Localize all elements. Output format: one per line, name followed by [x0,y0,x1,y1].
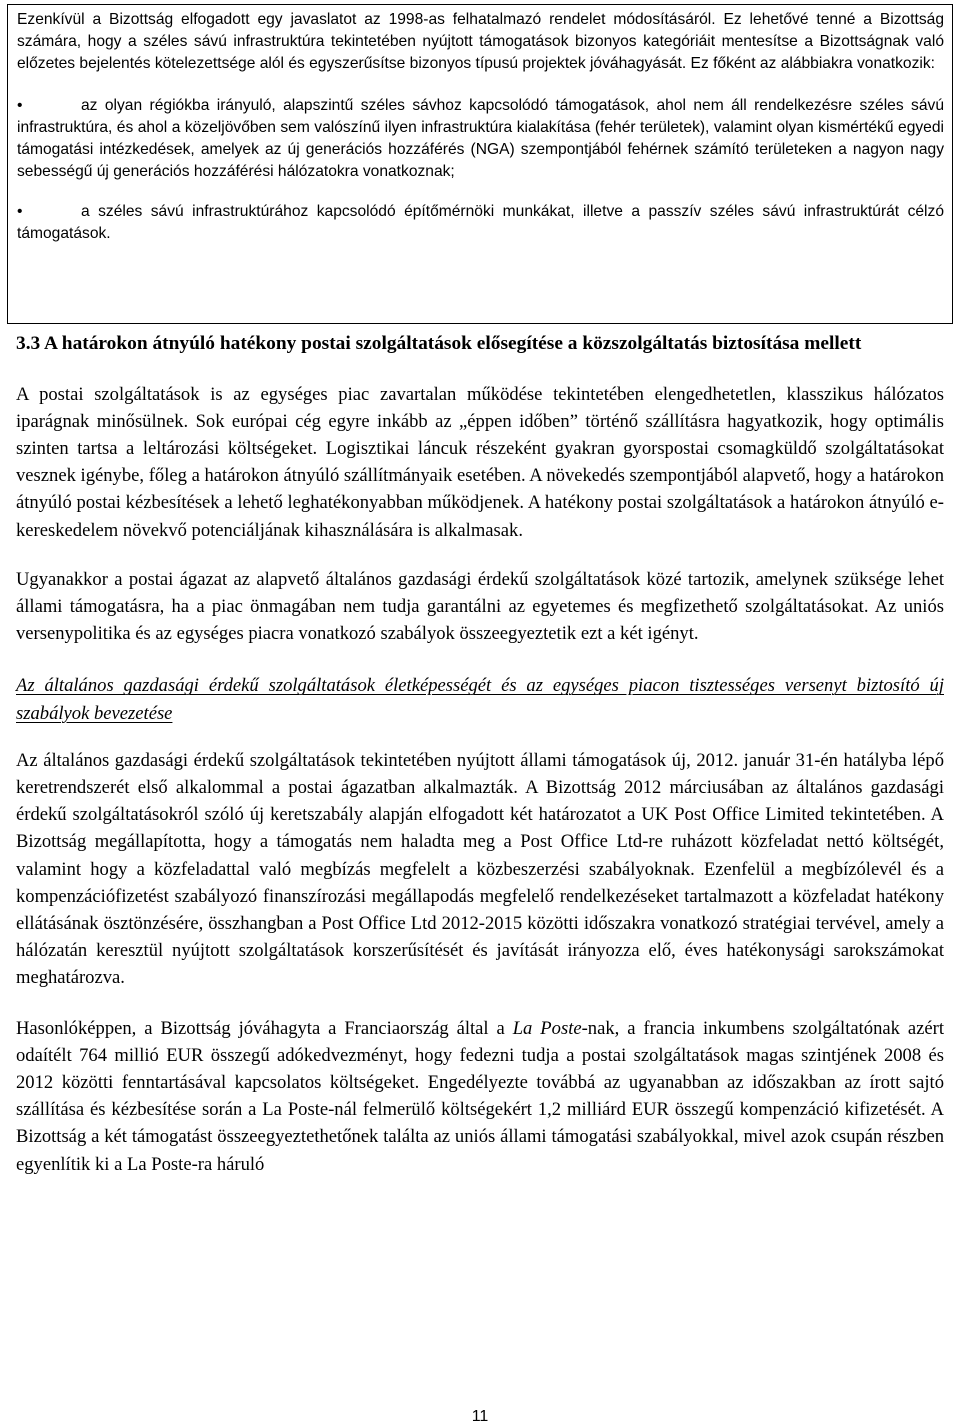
box-intro-tail: Ez főként az alábbiakra vonatkozik: [690,55,935,72]
body-paragraph: Az általános gazdasági érdekű szolgáltatások tekintetében nyújtott állami támogatások új, 2012. január 31-én hatályba lépő keretrendszerét első alkalommal a postai ágazatban alkalmazták. A Bizottság 2012 márciusában az általános gazdasági érdekű szolgáltatásokról szóló új keretszabály alapján elfogadott két határozatot a UK Post Office Limited tekintetében. A Bizottság megállapította, hogy a támogatás nem haladta meg a Post Office Ltd-re ruházott közfeladat nettó költségét, valamint hogy a közfeladattal való megbízás megfelelt a közbeszerzési szabályoknak. Ezenfelül a megbízólevél és a kompenzációfizetést szabályozó finanszírozási megállapodás megfelelő rendelkezéseket tartalmazott a közfeladat hatékony ellátásának ösztönzésére, összhangban a Post Office Ltd 2012-2015 közötti időszakra vonatkozó stratégiai tervével, amely a hálózatán keresztül nyújtott szolgáltatások korszerűsítését és javítását irányozza elő, éves hatékonysági sarokszámokat meghatározva. [16,749,944,989]
box-intro-paragraph [17,9,944,75]
para-text: Hasonlóképpen, a Bizottság jóváhagyta a Franciaország által a [16,1017,513,1039]
bullet-dot: • [17,97,23,114]
boxed-text-panel [7,4,953,324]
para-text: -nak, a francia inkumbens szolgáltatónak azért odaítélt 764 millió EUR összegű adókedvezményt, hogy fedezni tudja a postai szolgáltatások magas szintjének 2008 és 2012 közötti fenntartásával kapcsolatos költségeket. Engedélyezte továbbá az ugyanabban az időszakban az írott sajtó szállítása és kézbesítése során a La Poste-nál felmerülő költségekért 1,2 milliárd EUR összegű kompenzáció kifizetését. A Bizottság a két támogatást összeegyeztethetőnek találta az uniós állami támogatási szabályokkal, mivel azok csupán részben egyenlítik ki a La Poste-ra háruló [16,1017,944,1175]
body-paragraph [16,1015,944,1178]
section-heading: 3.3 A határokon átnyúló hatékony postai szolgáltatások elősegítése a közszolgáltatás biztosítása mellett [16,333,862,354]
subheading: Az általános gazdasági érdekű szolgáltatások életképességét és az egységes piacon tisztességes versenyt biztosító új szabályok bevezetése [16,675,944,724]
box-bullet-item [17,201,944,245]
la-poste-italic: La Poste [512,1017,582,1039]
page-number: 11 [471,1408,489,1425]
bullet-dot: • [17,203,23,220]
box-bullet-item [17,95,944,183]
body-paragraph: A postai szolgáltatások is az egységes piac zavartalan működése tekintetében elengedhetetlen, klasszikus hálózatos iparágnak minősülnek. Sok európai cég egyre inkább az „éppen időben” történő szállításra hagyatkozik, hogy optimális szinten tartsa a leltározási költségeket. Logisztikai láncuk részeként gyakran gyorspostai csomagküldő szolgáltatásokat vesznek igénybe, főleg a határokon átnyúló szállítmányaik esetében. A növekedés szempontjából alapvető, hogy a határokon átnyúló postai kézbesítések a lehető leghatékonyabban működjenek. A hatékony postai szolgáltatások a határokon átnyúló e-kereskedelem növekvő potenciáljának kihasználására is alkalmasak. [16,383,944,541]
main-content [16,330,944,1178]
body-paragraph: Ugyanakkor a postai ágazat az alapvető általános gazdasági érdekű szolgáltatások közé tartozik, amelynek szüksége lehet állami támogatásra, ha a piac önmagában nem tudja garantálni az egyetemes és megfizethető szolgáltatásokat. Az uniós versenypolitika és az egységes piacra vonatkozó szabályok összeegyeztetik ezt a két igényt. [16,568,944,645]
bullet-text: a széles sávú infrastruktúrához kapcsolódó építőmérnöki munkákat, illetve a passzív széles sávú infrastruktúrát célzó támogatások. [17,203,944,242]
box-intro-text: Ezenkívül a Bizottság elfogadott egy javaslatot az 1998-as felhatalmazó rendelet módosításáról. Ez lehetővé tenné a Bizottság számára, hogy a széles sávú infrastruktúra tekintetében nyújtott támogatások bizonyos kategóriáit mentesítse a Bizottságnak való előzetes bejelentés kötelezettsége alól és egyszerűsítse bizonyos típusú projektek jóváhagyását. [17,11,944,72]
bullet-text: az olyan régiókba irányuló, alapszintű széles sávhoz kapcsolódó támogatások, ahol nem áll rendelkezésre széles sávú infrastruktúra, és ahol a közeljövőben sem valószínű ilyen infrastruktúra kialakítása (fehér területek), valamint olyan kismértékű egyedi támogatási intézkedések, amelyek az új generációs hozzáférés (NGA) szempontjából fehérnek számító területeken a nagyon nagy sebességű új generációs hozzáférési hálózatokra vonatkoznak; [17,97,944,180]
